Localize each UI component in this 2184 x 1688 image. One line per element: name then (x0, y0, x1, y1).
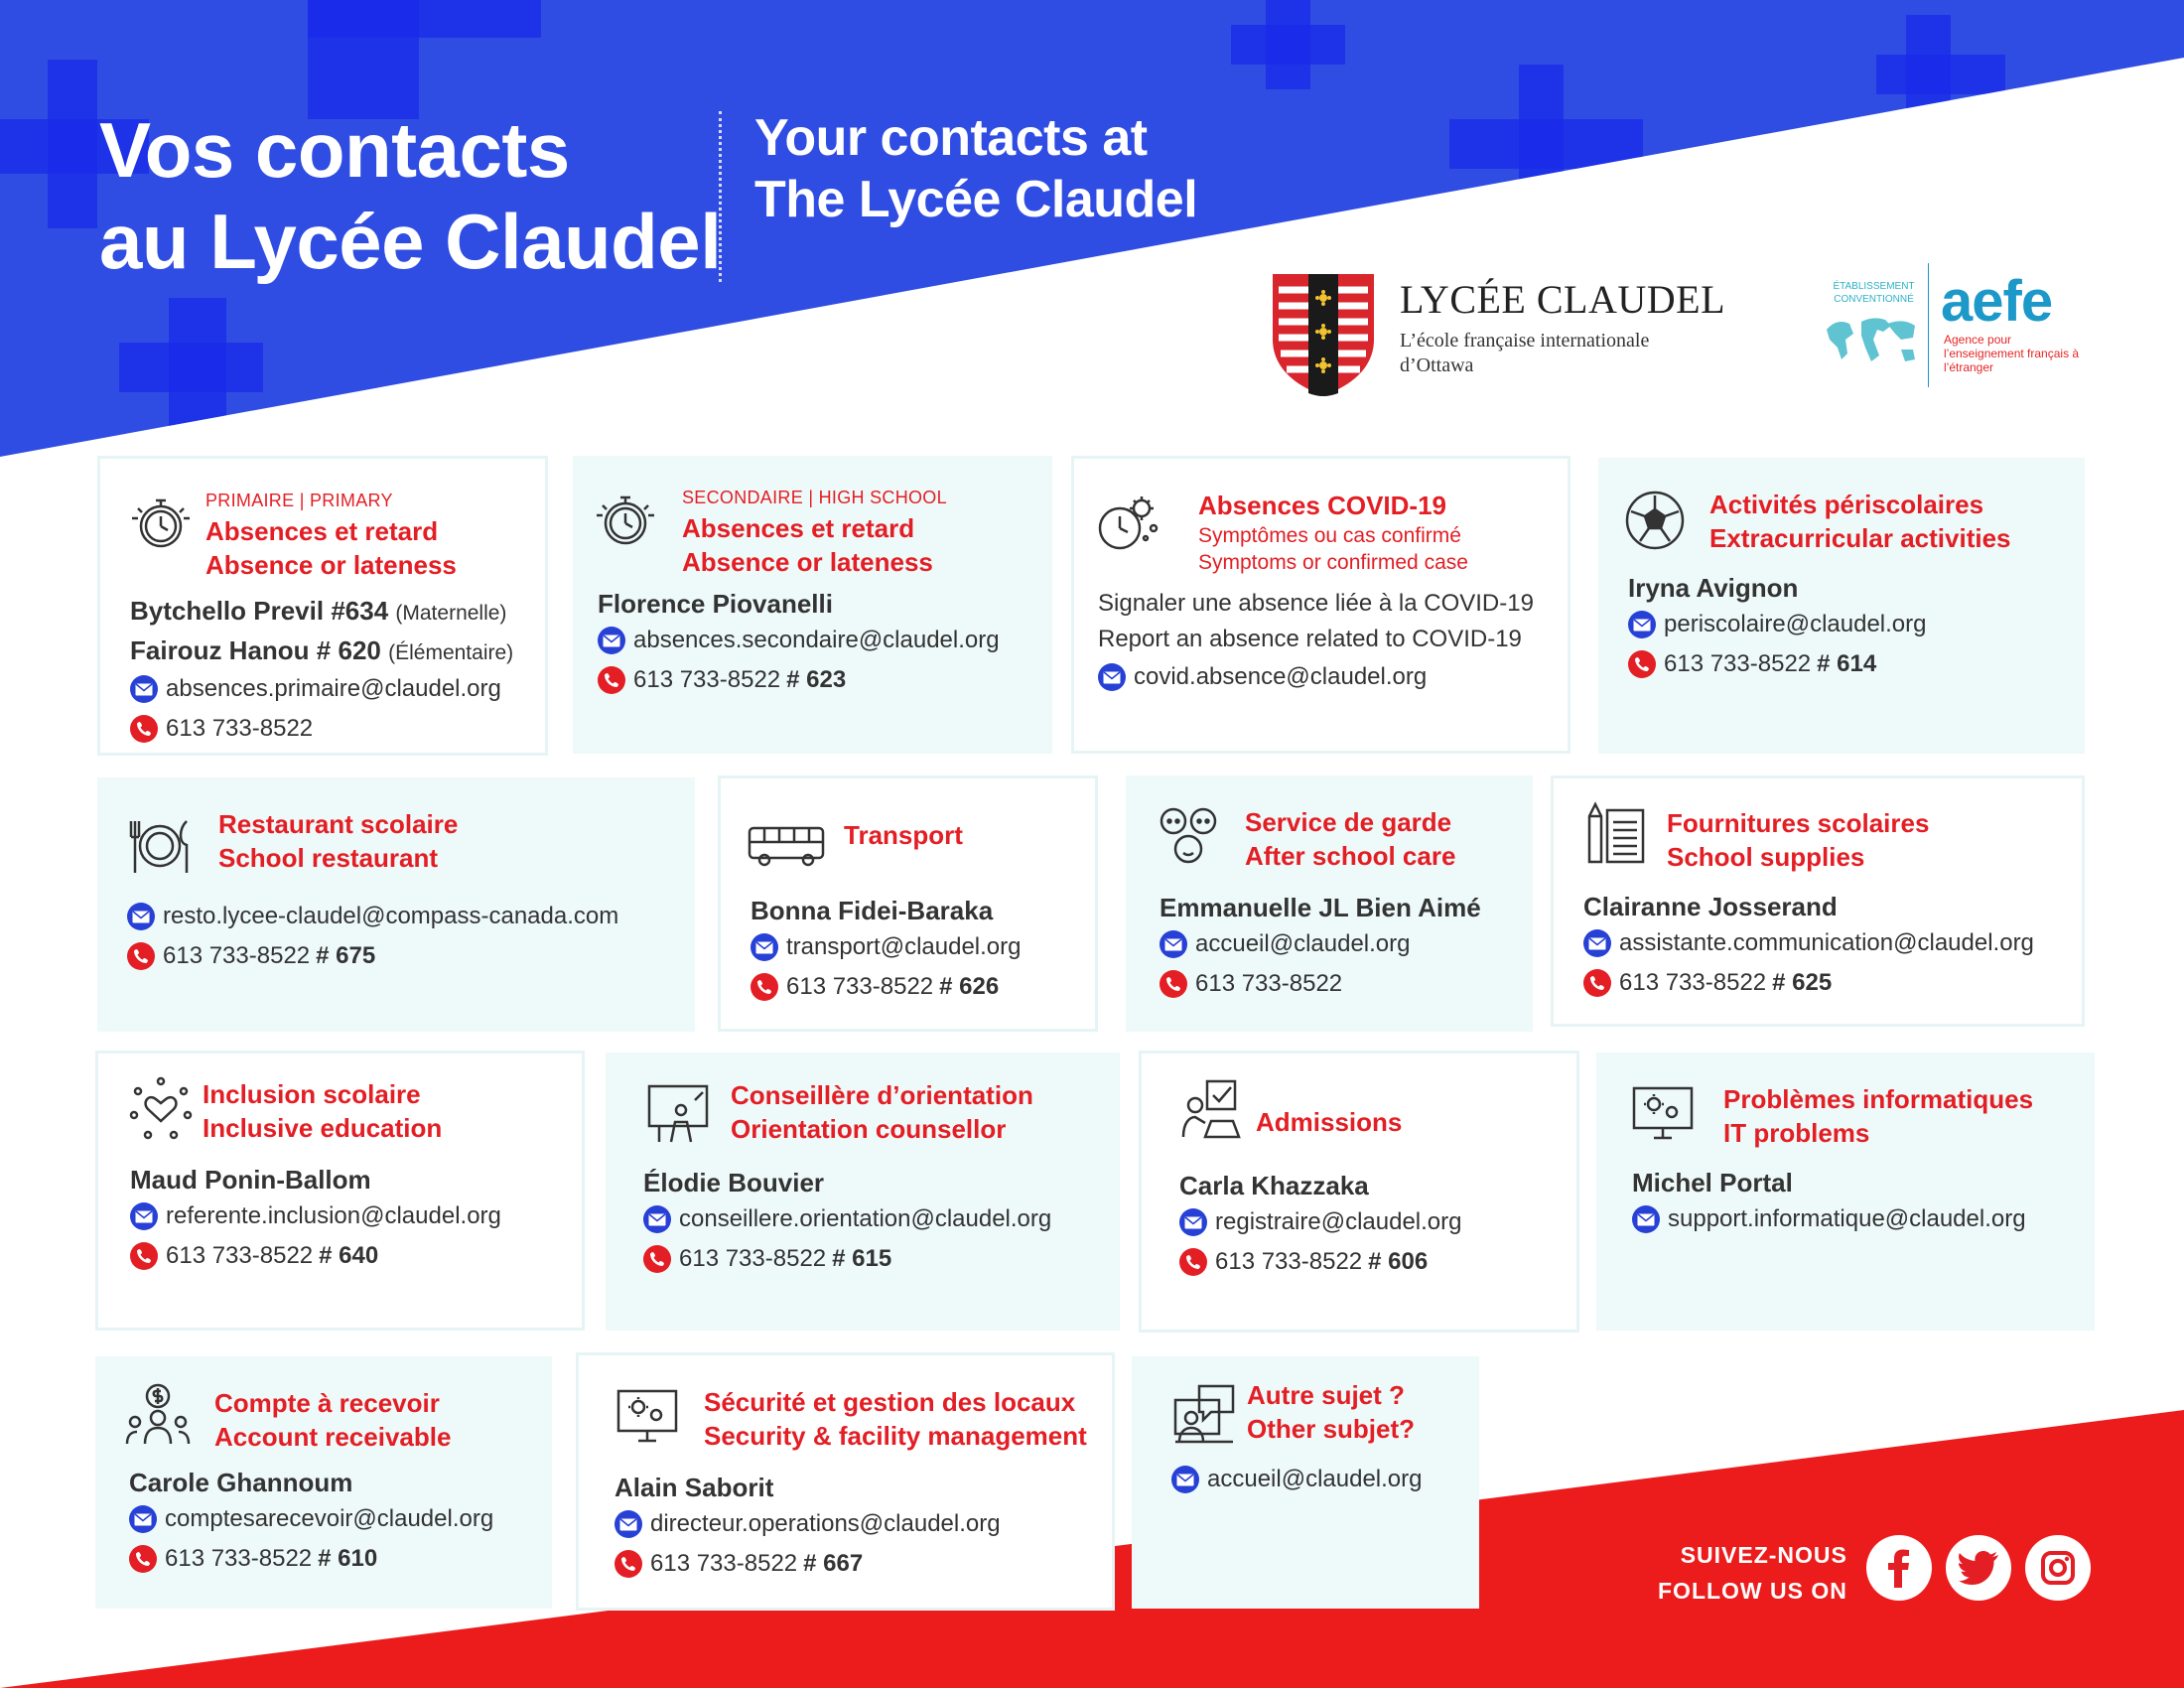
card-covid-absences (1071, 456, 1570, 754)
phone-link[interactable]: 613 733-8522 # 614 (1628, 650, 1876, 678)
mail-icon (129, 1505, 157, 1533)
phone-icon (1179, 1248, 1207, 1276)
contact-name: Carole Ghannoum (129, 1468, 353, 1497)
email-link[interactable]: absences.primaire@claudel.org (130, 675, 501, 703)
card-heading: Conseillère d’orientation Orientation counsellor (731, 1080, 1033, 1144)
email-link[interactable]: registraire@claudel.org (1179, 1208, 1461, 1236)
instagram-icon[interactable] (2025, 1535, 2091, 1601)
card-admissions (1139, 1051, 1579, 1333)
phone-link[interactable]: 613 733-8522 # 625 (1583, 969, 1832, 997)
card-heading: Service de garde After school care (1245, 807, 1456, 871)
phone-icon (129, 1545, 157, 1573)
contact-name: Clairanne Josserand (1583, 892, 1838, 921)
mail-icon (127, 903, 155, 930)
presentation-board-icon (645, 1080, 711, 1146)
card-heading: Compte à recevoir Account receivable (214, 1388, 452, 1452)
page-title-fr: Vos contacts au Lycée Claudel (99, 106, 722, 285)
card-orientation-counsellor (606, 1053, 1120, 1331)
card-security-facility (576, 1352, 1115, 1611)
stopwatch-icon (128, 489, 194, 554)
card-subheading: Symptômes ou cas confirmé Symptoms or confirmed case (1198, 524, 1468, 574)
contact-name: Michel Portal (1632, 1168, 1793, 1197)
email-link[interactable]: comptesarecevoir@claudel.org (129, 1505, 493, 1533)
card-inclusive-education (95, 1051, 585, 1331)
mail-icon (598, 627, 625, 654)
contact-name: Bytchello Previl #634 (Maternelle) (130, 596, 507, 626)
aefe-logo-text: aefe (1941, 269, 2053, 334)
card-school-supplies (1551, 775, 2085, 1027)
phone-icon (1628, 650, 1656, 678)
school-tagline: L’école française internationale (1400, 330, 1650, 352)
card-heading: Transport (844, 820, 963, 850)
card-it-problems (1596, 1053, 2095, 1331)
contact-name: Carla Khazzaka (1179, 1171, 1369, 1200)
monitor-gears-icon (614, 1385, 680, 1451)
card-absences-high-school (573, 456, 1052, 754)
phone-link[interactable]: 613 733-8522 # 615 (643, 1245, 891, 1273)
mail-icon (1179, 1208, 1207, 1236)
card-absences-primary (97, 456, 548, 756)
phone-icon (598, 666, 625, 694)
card-school-restaurant (97, 777, 695, 1032)
mail-icon (1583, 929, 1611, 957)
contact-name: Emmanuelle JL Bien Aimé (1160, 893, 1481, 922)
card-extracurricular (1598, 458, 2085, 754)
email-link[interactable]: periscolaire@claudel.org (1628, 611, 1927, 638)
bus-icon (747, 808, 826, 874)
plate-cutlery-icon (127, 813, 193, 879)
card-heading: Autre sujet ? Other subjet? (1247, 1380, 1416, 1444)
phone-icon (643, 1245, 671, 1273)
school-name: LYCÉE CLAUDEL (1400, 277, 1726, 322)
soccer-ball-icon (1622, 488, 1688, 553)
card-account-receivable (95, 1356, 552, 1609)
card-label: PRIMAIRE | PRIMARY (205, 491, 393, 510)
card-text: Signaler une absence liée à la COVID-19 (1098, 590, 1534, 617)
world-map-icon (1822, 310, 1921, 369)
phone-link[interactable]: 613 733-8522 # 640 (130, 1242, 378, 1270)
mail-icon (1171, 1466, 1199, 1493)
card-heading: Inclusion scolaire Inclusive education (203, 1079, 443, 1143)
email-link[interactable]: accueil@claudel.org (1160, 930, 1410, 958)
phone-icon (130, 1242, 158, 1270)
email-link[interactable]: support.informatique@claudel.org (1632, 1205, 2026, 1233)
card-after-school-care (1126, 775, 1533, 1032)
contact-name: Élodie Bouvier (643, 1168, 825, 1197)
phone-icon (127, 942, 155, 970)
phone-link[interactable]: 613 733-8522 # 626 (751, 973, 999, 1001)
mail-icon (643, 1205, 671, 1233)
email-link[interactable]: accueil@claudel.org (1171, 1466, 1422, 1493)
contact-name: Alain Saborit (614, 1473, 774, 1502)
phone-icon (751, 973, 778, 1001)
twitter-icon[interactable] (1946, 1535, 2011, 1601)
school-tagline-2: d’Ottawa (1400, 354, 1474, 376)
card-text-2: Report an absence related to COVID-19 (1098, 626, 1522, 652)
lycee-claudel-crest-icon (1269, 270, 1378, 397)
page-title-en: Your contacts at The Lycée Claudel (754, 109, 1198, 228)
pencil-notebook-icon (1583, 800, 1649, 866)
email-link[interactable]: referente.inclusion@claudel.org (130, 1202, 501, 1230)
aefe-tagline: Agence pour l’enseignement français à l’étranger (1944, 333, 2080, 374)
follow-us-label: SUIVEZ-NOUS FOLLOW US ON (1658, 1542, 1847, 1604)
phone-icon (614, 1550, 642, 1578)
chat-person-icon (1171, 1382, 1237, 1448)
title-divider (719, 111, 722, 282)
phone-icon (1583, 969, 1611, 997)
email-link[interactable]: directeur.operations@claudel.org (614, 1510, 1001, 1538)
contact-name: Maud Ponin-Ballom (130, 1165, 371, 1195)
phone-link[interactable]: 613 733-8522 # 610 (129, 1545, 377, 1573)
card-heading: Absences et retard Absence or lateness (205, 516, 457, 580)
virus-clock-icon (1094, 489, 1160, 554)
facebook-icon[interactable] (1866, 1535, 1932, 1601)
monitor-gears-icon (1630, 1082, 1696, 1148)
stopwatch-icon (593, 486, 658, 551)
contact-name: Iryna Avignon (1628, 573, 1799, 603)
contact-name: Bonna Fidei-Baraka (751, 896, 994, 925)
mail-icon (130, 675, 158, 703)
email-link[interactable]: transport@claudel.org (751, 933, 1021, 961)
phone-link[interactable]: 613 733-8522 # 675 (127, 942, 375, 970)
card-heading: Problèmes informatiques IT problems (1723, 1084, 2034, 1148)
card-heading: Absences COVID-19 (1198, 491, 1446, 520)
phone-link[interactable]: 613 733-8522 # 606 (1179, 1248, 1428, 1276)
phone-icon (130, 715, 158, 743)
aefe-divider (1928, 263, 1929, 387)
phone-link[interactable]: 613 733-8522 (1160, 970, 1342, 998)
mail-icon (130, 1202, 158, 1230)
email-link[interactable]: conseillere.orientation@claudel.org (643, 1205, 1051, 1233)
checklist-laptop-icon (1177, 1077, 1243, 1143)
card-heading: Fournitures scolaires School supplies (1667, 808, 1930, 872)
mail-icon (1632, 1205, 1660, 1233)
email-link[interactable]: assistante.communication@claudel.org (1583, 929, 2034, 957)
card-heading: Sécurité et gestion des locaux Security & facility management (704, 1387, 1087, 1451)
card-other-subject (1132, 1356, 1479, 1609)
mail-icon (614, 1510, 642, 1538)
mail-icon (1160, 930, 1187, 958)
contact-name-2: Fairouz Hanou # 620 (Élémentaire) (130, 635, 514, 665)
email-link[interactable]: absences.secondaire@claudel.org (598, 627, 1000, 654)
aefe-status: ÉTABLISSEMENT CONVENTIONNÉ (1833, 281, 1915, 305)
money-person-icon (125, 1382, 191, 1448)
phone-link[interactable]: 613 733-8522 # 623 (598, 666, 846, 694)
card-transport (718, 775, 1098, 1032)
email-link[interactable]: covid.absence@claudel.org (1098, 663, 1427, 691)
card-heading: Admissions (1256, 1107, 1403, 1137)
email-link[interactable]: resto.lycee-claudel@compass-canada.com (127, 903, 618, 930)
children-icon (1156, 803, 1221, 869)
mail-icon (1628, 611, 1656, 638)
phone-link[interactable]: 613 733-8522 (130, 715, 313, 743)
mail-icon (751, 933, 778, 961)
card-heading: Activités périscolaires Extracurricular activities (1709, 490, 2011, 553)
contact-name: Florence Piovanelli (598, 589, 833, 619)
card-heading: Absences et retard Absence or lateness (682, 513, 933, 577)
heart-people-icon (128, 1075, 194, 1141)
mail-icon (1098, 663, 1126, 691)
phone-icon (1160, 970, 1187, 998)
phone-link[interactable]: 613 733-8522 # 667 (614, 1550, 863, 1578)
card-heading: Restaurant scolaire School restaurant (218, 809, 459, 873)
card-label: SECONDAIRE | HIGH SCHOOL (682, 488, 947, 507)
